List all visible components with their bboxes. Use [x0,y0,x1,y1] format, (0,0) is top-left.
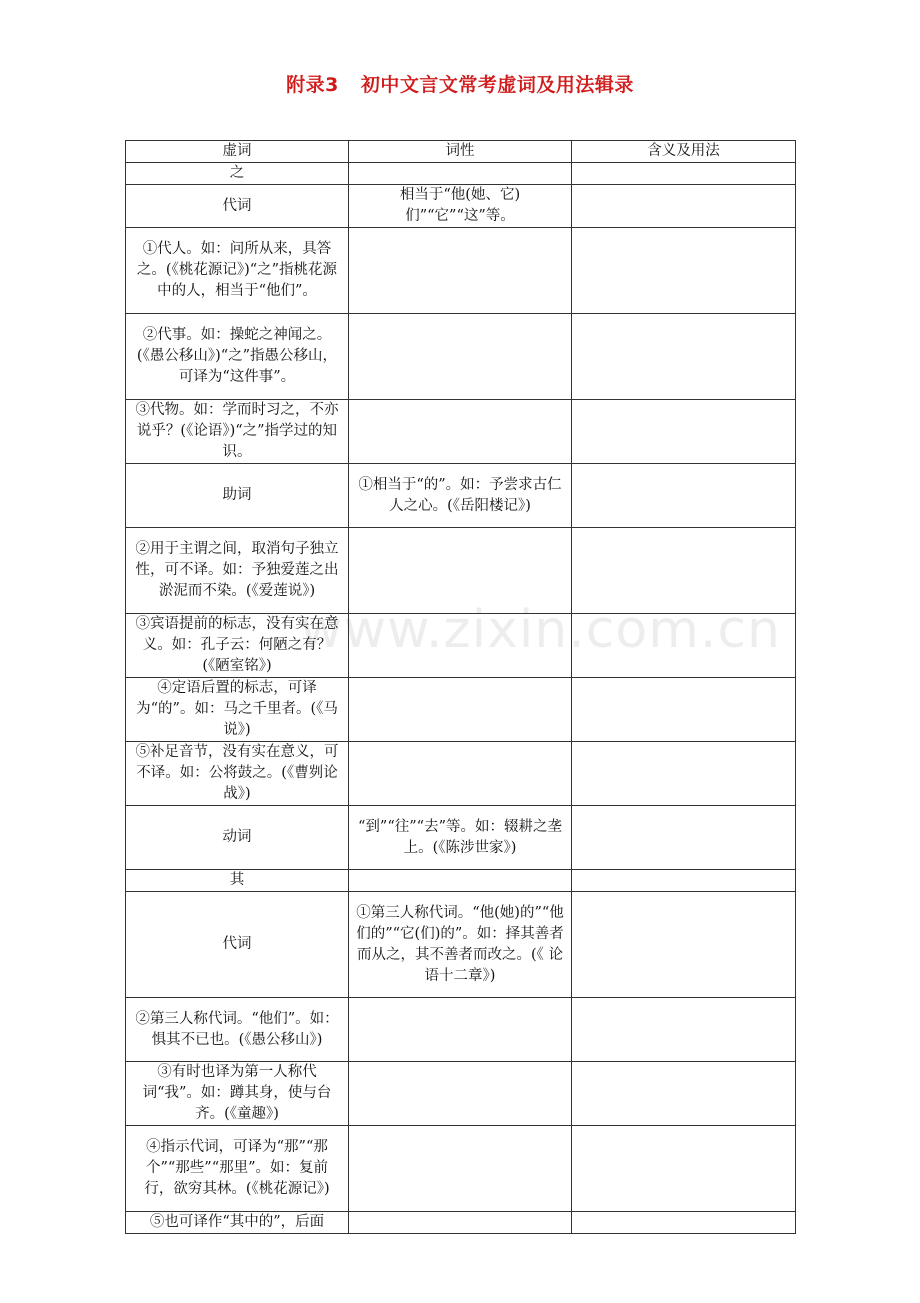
table-cell [349,614,572,678]
header-cell-meaning: 含义及用法 [572,141,796,163]
table-cell [572,1126,796,1212]
table-cell: 代词 [126,185,349,228]
table-row [126,464,796,528]
table-cell [349,314,572,400]
table-cell [572,806,796,870]
table-row [126,678,796,742]
table-row [126,163,796,185]
table-cell: ④定语后置的标志，可译为“的”。如：马之千里者。(《马说》) [126,678,349,742]
header-row [126,141,796,163]
table-cell: 其 [126,870,349,892]
table-cell [572,998,796,1062]
table-cell [572,678,796,742]
table-cell: ②代事。如：操蛇之神闻之。(《愚公移山》)“之”指愚公移山，可译为“这件事”。 [126,314,349,400]
table-cell: ③代物。如：学而时习之，不亦说乎？(《论语》)“之”指学过的知识。 [126,400,349,464]
table-cell [349,163,572,185]
table-cell [572,1062,796,1126]
table-row [126,614,796,678]
table-cell [572,870,796,892]
table-cell [349,870,572,892]
table-row [126,998,796,1062]
table-row [126,228,796,314]
table-cell [349,1212,572,1234]
watermark: www.zixin.com.cn [300,600,781,660]
table-cell [349,1062,572,1126]
table-cell: 之 [126,163,349,185]
table-cell: 动词 [126,806,349,870]
table-row [126,806,796,870]
table-row [126,1126,796,1212]
table-row [126,314,796,400]
table-cell [349,742,572,806]
table-cell [349,400,572,464]
table-cell [572,742,796,806]
table-cell: ①第三人称代词。“他(她)的”“他们的”“它(们)的”。如：择其善者而从之，其不善者而改之。(《 论语十二章》) [349,892,572,998]
table-cell: ②用于主谓之间，取消句子独立性，可不译。如：予独爱莲之出淤泥而不染。(《爱莲说》) [126,528,349,614]
table-cell: ⑤也可译作“其中的”，后面 [126,1212,349,1234]
table-cell [572,400,796,464]
appendix-label: 附录3 [286,74,339,96]
table-row [126,1212,796,1234]
title-text: 初中文言文常考虚词及用法辑录 [360,74,634,96]
table-cell [572,464,796,528]
table-cell [572,614,796,678]
table-cell: “到”“往”“去”等。如：辍耕之垄上。(《陈涉世家》) [349,806,572,870]
table-cell [349,1126,572,1212]
table-cell: 代词 [126,892,349,998]
table-row [126,400,796,464]
table-cell [349,678,572,742]
table-cell: ③有时也译为第一人称代词“我”。如：蹲其身，使与台齐。(《童趣》) [126,1062,349,1126]
page-title [0,70,920,97]
table-cell [349,528,572,614]
table-cell [572,163,796,185]
table-cell: ③宾语提前的标志，没有实在意义。如：孔子云：何陋之有？(《陋室铭》) [126,614,349,678]
table-cell: 助词 [126,464,349,528]
table-cell: ①相当于“的”。如：予尝求古仁人之心。(《岳阳楼记》) [349,464,572,528]
header-cell-pos: 词性 [349,141,572,163]
table-cell: ⑤补足音节，没有实在意义，可不译。如：公将鼓之。(《曹刿论战》) [126,742,349,806]
header-cell-word: 虚词 [126,141,349,163]
table-cell [572,1212,796,1234]
table-cell: ①代人。如：问所从来，具答之。(《桃花源记》)“之”指桃花源中的人，相当于“他们”。 [126,228,349,314]
table-row [126,742,796,806]
table-cell [572,228,796,314]
table-row [126,1062,796,1126]
table-cell [349,998,572,1062]
table-cell: ②第三人称代词。“他们”。如：惧其不已也。(《愚公移山》) [126,998,349,1062]
table-cell [572,892,796,998]
table-row [126,528,796,614]
table-cell [572,528,796,614]
table-cell [572,314,796,400]
table-row [126,892,796,998]
table-row [126,870,796,892]
table-cell [349,228,572,314]
table-row [126,185,796,228]
table-cell [572,185,796,228]
table-cell: 相当于“他(她、它)们”“它”“这”等。 [349,185,572,228]
function-words-table [125,140,796,1234]
table-cell: ④指示代词，可译为“那”“那个”“那些”“那里”。如：复前行，欲穷其林。(《桃花源记》) [126,1126,349,1212]
